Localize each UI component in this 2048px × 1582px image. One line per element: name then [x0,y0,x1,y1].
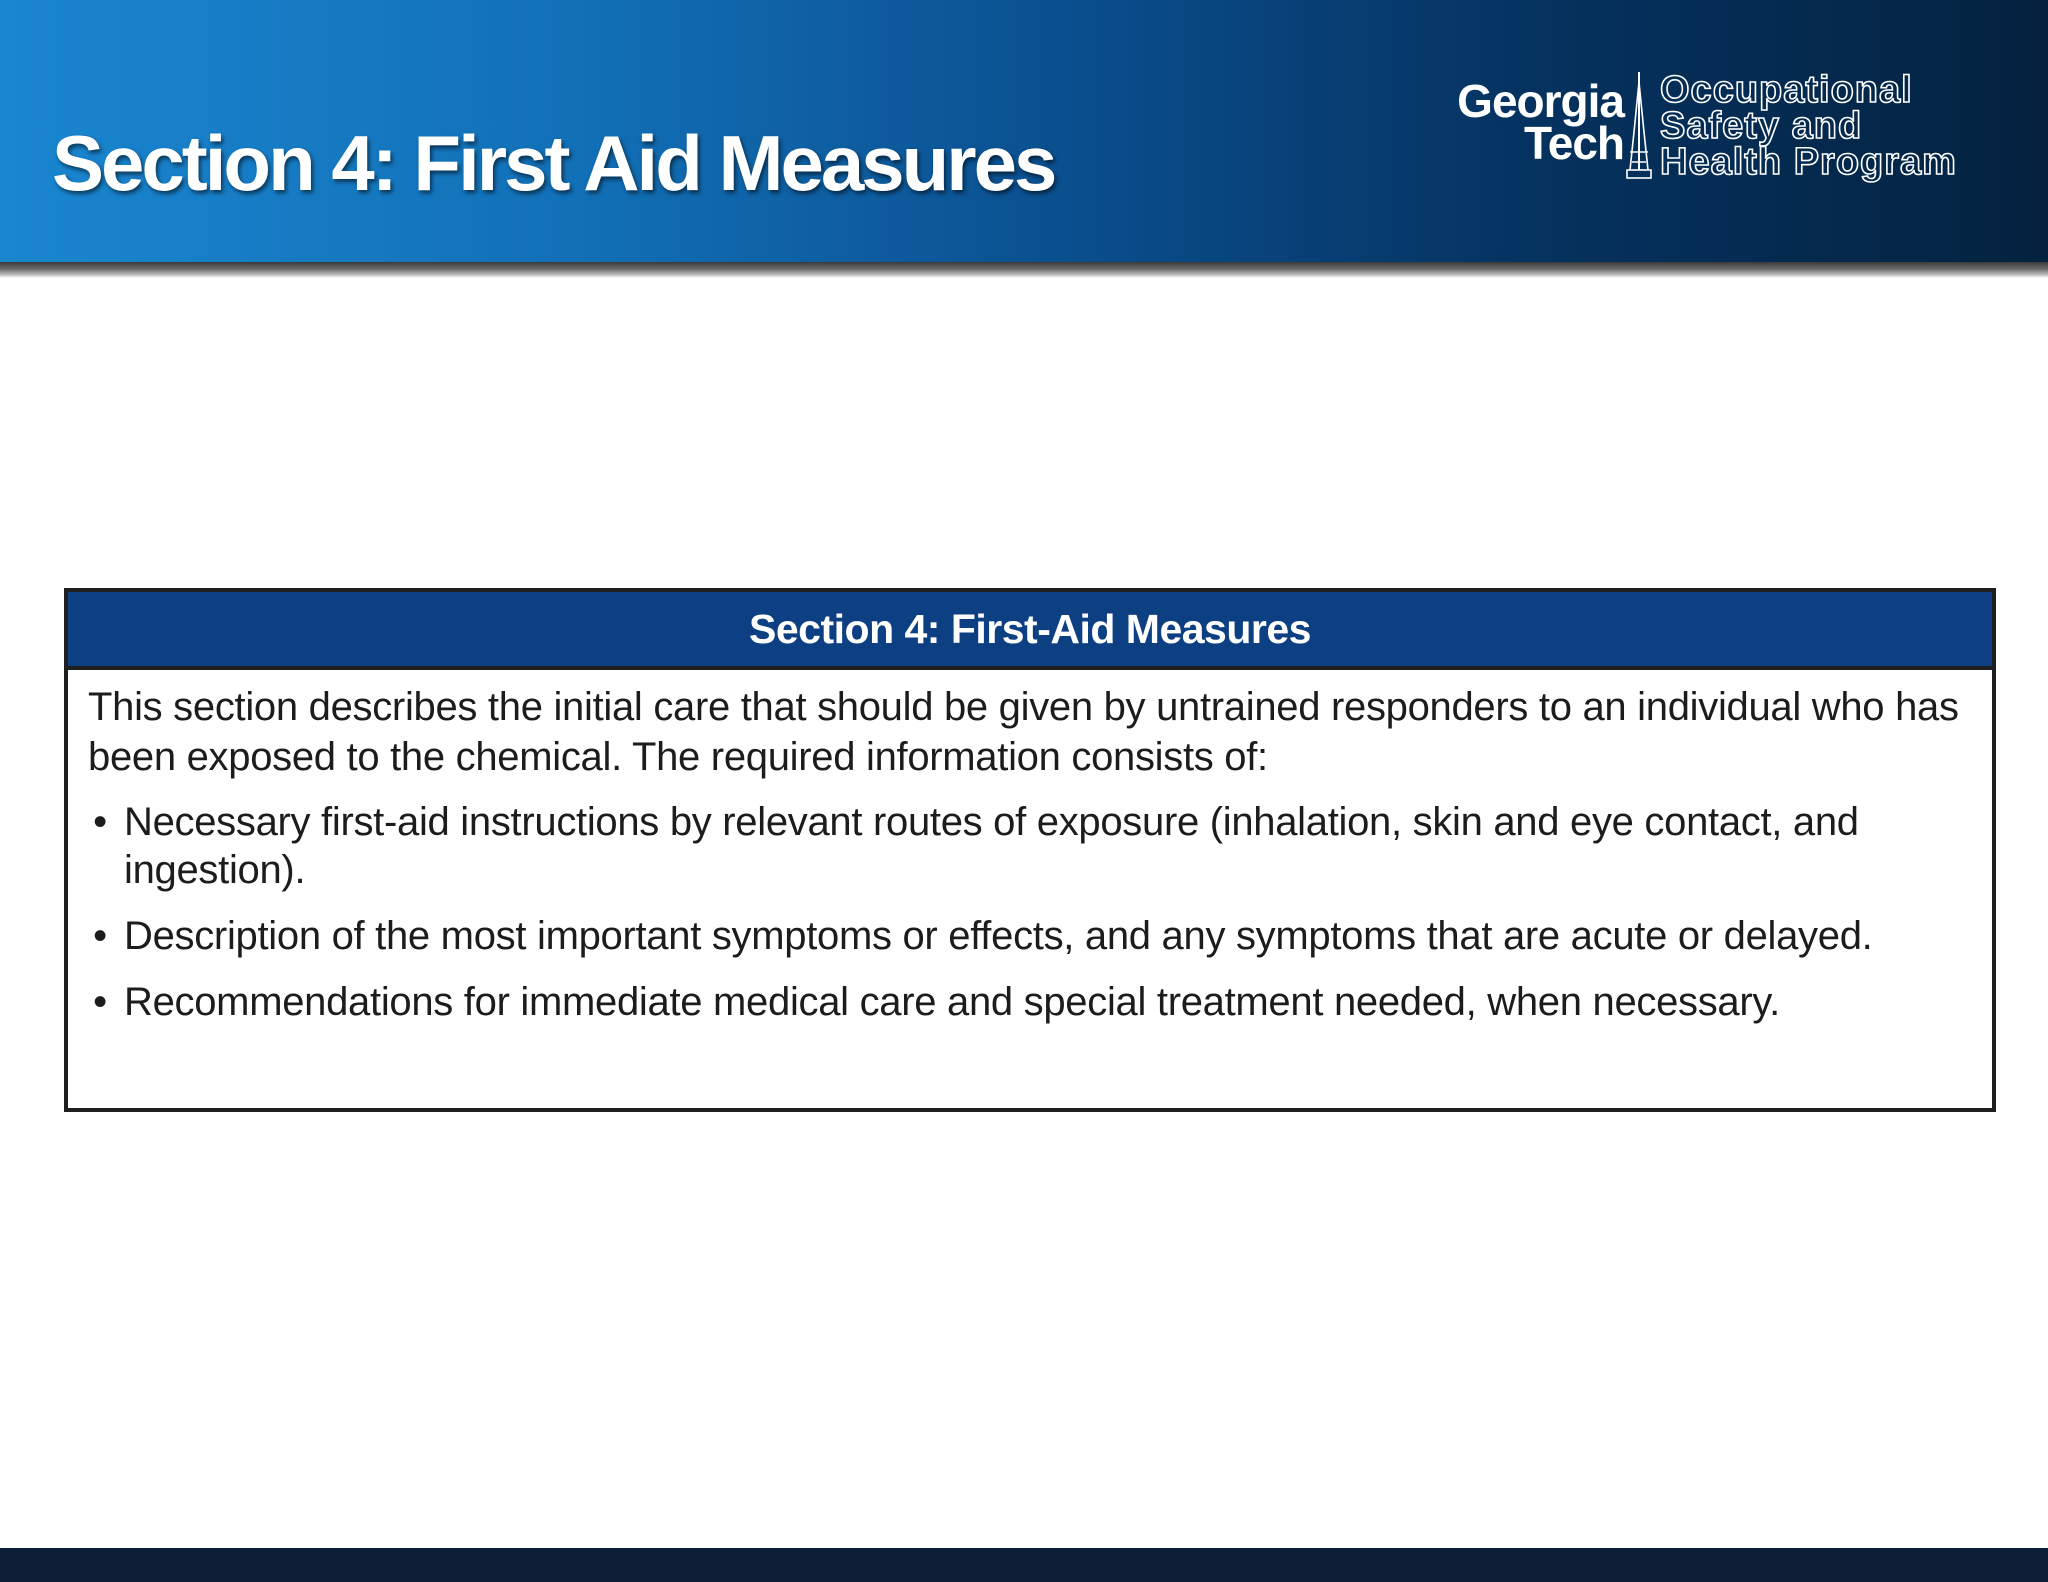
list-item [88,912,1972,960]
bullet-icon: • [93,800,107,844]
bullet-icon: • [93,914,107,958]
list-item [88,978,1972,1026]
logo-wordmark-line2: Tech [1524,117,1624,169]
georgia-tech-ohs-logo [1410,70,2040,182]
list-item-text: Necessary first-aid instructions by relevant routes of exposure (inhalation, skin and eye contact, and ingestion). [124,800,1859,892]
logo-program-name [1660,69,1957,183]
tech-tower-spire-icon [1624,72,1654,180]
slide-title: Section 4: First Aid Measures [52,119,1055,207]
info-box-header [68,592,1992,670]
footer-bar [0,1548,2048,1582]
logo-wordmark [1457,75,1624,169]
list-item-text: Recommendations for immediate medical care and special treatment needed, when necessary. [124,980,1780,1024]
logo-wordmark-line1: Georgia [1457,75,1624,127]
logo-program-line3: Health Program [1660,141,1957,183]
logo-program-line2: Safety and [1660,105,1863,147]
list-item-text: Description of the most important symptoms or effects, and any symptoms that are acute or delayed. [124,914,1873,958]
header-banner [0,0,2048,262]
info-box-title: Section 4: First-Aid Measures [749,605,1311,652]
logo-program-line1: Occupational [1660,69,1913,111]
bullet-icon: • [93,980,107,1024]
list-item [88,798,1972,894]
requirements-list [88,798,1972,1026]
header-shadow [0,262,2048,278]
info-box-body [68,670,1992,1026]
first-aid-info-box [64,588,1996,1112]
intro-paragraph: This section describes the initial care that should be given by untrained responders to an individual who has been exposed to the chemical. The required information consists of: [88,685,1959,779]
